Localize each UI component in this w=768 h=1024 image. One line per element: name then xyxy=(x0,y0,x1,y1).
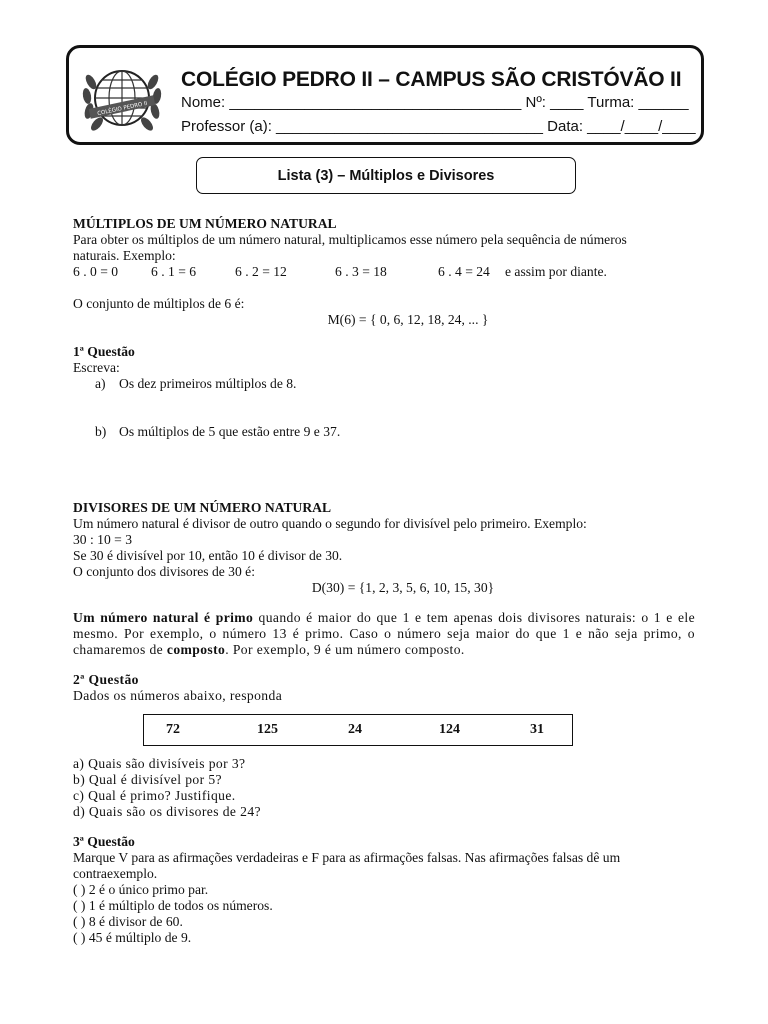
divisors-heading: DIVISORES DE UM NÚMERO NATURAL xyxy=(73,500,332,515)
divisors-example-2: Se 30 é divisível por 10, então 10 é divisor de 30. xyxy=(73,548,343,563)
divisors-set-intro: O conjunto dos divisores de 30 é: xyxy=(73,564,255,579)
svg-text:COLÉGIO PEDRO II: COLÉGIO PEDRO II xyxy=(96,100,148,118)
q2-item: b) Qual é divisível por 5? xyxy=(73,772,222,787)
equation: 6 . 2 = 12 xyxy=(235,264,287,279)
q1-item-b xyxy=(73,424,703,440)
q3-statement[interactable]: ( ) 2 é o único primo par. xyxy=(73,882,209,897)
prime-bold: Um número natural é primo xyxy=(73,610,254,625)
q2-prompt: Dados os números abaixo, responda xyxy=(73,688,283,703)
q2-item: c) Qual é primo? Justifique. xyxy=(73,788,236,803)
multiples-equations xyxy=(73,264,703,280)
divisors-set: D(30) = {1, 2, 3, 5, 6, 10, 15, 30} xyxy=(311,580,495,595)
number-cell: 124 xyxy=(439,722,460,737)
header-box xyxy=(66,45,704,145)
q3-heading: 3ª Questão xyxy=(73,834,135,849)
item-text: Os múltiplos de 5 que estão entre 9 e 37. xyxy=(119,424,341,439)
multiples-set: M(6) = { 0, 6, 12, 18, 24, ... } xyxy=(327,312,489,327)
multiples-set-intro: O conjunto de múltiplos de 6 é: xyxy=(73,296,245,311)
list-title: Lista (3) – Múltiplos e Divisores xyxy=(196,157,576,194)
q1-item-a xyxy=(73,376,703,392)
number-cell: 125 xyxy=(257,722,278,737)
q3-prompt-2: contraexemplo. xyxy=(73,866,158,881)
item-label: a) xyxy=(95,376,106,391)
multiples-heading: MÚLTIPLOS DE UM NÚMERO NATURAL xyxy=(73,216,337,231)
equation: 6 . 4 = 24 xyxy=(438,264,490,279)
school-crest-logo xyxy=(81,58,163,140)
q3-prompt-1: Marque V para as afirmações verdadeiras e F para as afirmações falsas. Nas afirmações falsas dê um xyxy=(73,850,621,865)
q3-statement[interactable]: ( ) 1 é múltiplo de todos os números. xyxy=(73,898,273,913)
q3-statement[interactable]: ( ) 45 é múltiplo de 9. xyxy=(73,930,192,945)
teacher-date-line[interactable]: Professor (a): ________________________________ Data: ____/____/____ xyxy=(181,118,696,135)
prime-text: quando é maior do que 1 e tem apenas dois divisores naturais: o 1 e ele mesmo. Por exemplo, o número 13 é primo. Caso o número seja maior do que 1 e não seja primo, o chamaremos de xyxy=(73,610,696,657)
multiples-intro-2: naturais. Exemplo: xyxy=(73,248,176,263)
q1-heading: 1ª Questão xyxy=(73,344,135,359)
number-cell: 24 xyxy=(348,722,362,737)
divisors-intro: Um número natural é divisor de outro quando o segundo for divisível pelo primeiro. Exemplo: xyxy=(73,516,587,531)
equation: 6 . 1 = 6 xyxy=(151,264,197,279)
numbers-box xyxy=(143,714,573,746)
multiples-intro-1: Para obter os múltiplos de um número natural, multiplicamos esse número pela sequência de números xyxy=(73,232,627,247)
number-cell: 72 xyxy=(166,722,180,737)
q2-item: a) Quais são divisíveis por 3? xyxy=(73,756,246,771)
equation: 6 . 0 = 0 xyxy=(73,264,119,279)
number-cell: 31 xyxy=(530,722,544,737)
q1-prompt: Escreva: xyxy=(73,360,120,375)
worksheet-content xyxy=(73,216,703,946)
item-text: Os dez primeiros múltiplos de 8. xyxy=(119,376,297,391)
composite-bold: composto xyxy=(166,642,226,657)
item-label: b) xyxy=(95,424,107,439)
student-info-line[interactable]: Nome: ___________________________________ Nº: ____ Turma: ______ xyxy=(181,94,689,111)
equation-note: e assim por diante. xyxy=(505,264,607,279)
prime-definition xyxy=(73,610,695,658)
equation: 6 . 3 = 18 xyxy=(335,264,387,279)
prime-text-end: . Por exemplo, 9 é um número composto. xyxy=(225,642,465,657)
q2-heading: 2ª Questão xyxy=(73,672,139,687)
school-title: COLÉGIO PEDRO II – CAMPUS SÃO CRISTÓVÃO II xyxy=(181,68,682,91)
q3-statement[interactable]: ( ) 8 é divisor de 60. xyxy=(73,914,183,929)
divisors-example-1: 30 : 10 = 3 xyxy=(73,532,133,547)
q2-item: d) Quais são os divisores de 24? xyxy=(73,804,261,819)
